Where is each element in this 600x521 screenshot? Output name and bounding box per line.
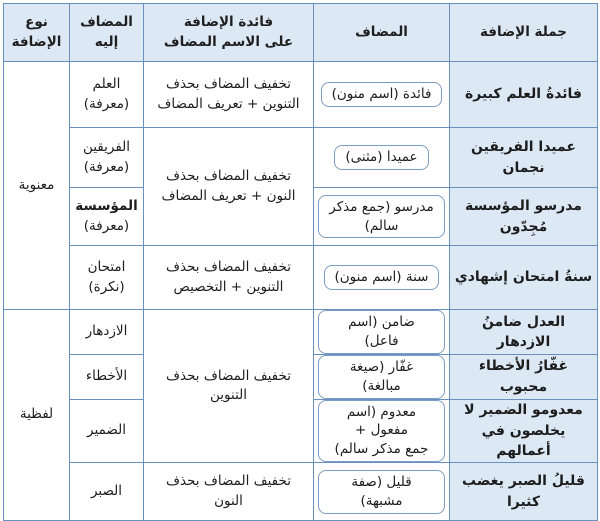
mudaf-pill: فائدة (اسم منون) xyxy=(321,82,443,107)
table-row xyxy=(4,463,598,521)
mudaf-ilayh-cell: الضمير xyxy=(70,399,144,463)
mudaf-ilayh-cell: امتحان (نكرة) xyxy=(70,246,144,310)
sentence-cell: سنةُ امتحان إشهادي xyxy=(450,246,598,310)
header-benefit: فائدة الإضافة على الاسم المضاف xyxy=(144,4,314,62)
table-row xyxy=(4,62,598,128)
type-cell: معنوية xyxy=(4,62,70,310)
sentence-cell: غفّارُ الأخطاء محبوب xyxy=(450,354,598,399)
header-mudaf-ilayh: المضاف إليه xyxy=(70,4,144,62)
mudaf-cell xyxy=(314,354,450,399)
sentence-cell: فائدةُ العلم كبيرة xyxy=(450,62,598,128)
mudaf-pill: عميدا (مثنى) xyxy=(334,145,428,170)
table-row xyxy=(4,128,598,188)
benefit-cell: تخفيف المضاف بحذف التنوين xyxy=(144,310,314,463)
mudaf-pill: ضامن (اسم فاعل) xyxy=(318,310,445,354)
mudaf-ilayh-cell: الازدهار xyxy=(70,310,144,355)
mudaf-cell xyxy=(314,463,450,521)
mudaf-cell xyxy=(314,128,450,188)
header-type: نوع الإضافة xyxy=(4,4,70,62)
mudaf-pill: سنة (اسم منون) xyxy=(324,265,440,290)
mudaf-ilayh-cell: العلم (معرفة) xyxy=(70,62,144,128)
mudaf-cell xyxy=(314,62,450,128)
sentence-cell: عميدا الفريقين نجمان xyxy=(450,128,598,188)
mudaf-cell xyxy=(314,188,450,246)
mudaf-ilayh-cell: الفريقين (معرفة) xyxy=(70,128,144,188)
sentence-cell: قليلُ الصبر يغضب كثيرا xyxy=(450,463,598,521)
idafa-table xyxy=(3,3,598,521)
header-sentence: جملة الإضافة xyxy=(450,4,598,62)
mudaf-cell xyxy=(314,399,450,463)
mudaf-cell xyxy=(314,310,450,355)
mudaf-pill: مدرسو (جمع مذكر سالم) xyxy=(318,195,445,239)
mudaf-pill: قليل (صفة مشبهة) xyxy=(318,470,445,514)
table-row xyxy=(4,310,598,355)
sentence-cell: مدرسو المؤسسة مُجِدّون xyxy=(450,188,598,246)
mudaf-pill: غفّار (صيغة مبالغة) xyxy=(318,355,445,399)
mudaf-ilayh-cell: الصبر xyxy=(70,463,144,521)
sentence-cell: العدل ضامنُ الازدهار xyxy=(450,310,598,355)
benefit-cell: تخفيف المضاف بحذف التنوين + تعريف المضاف xyxy=(144,62,314,128)
header-mudaf: المضاف xyxy=(314,4,450,62)
mudaf-ilayh-cell: الأخطاء xyxy=(70,354,144,399)
type-cell: لفظية xyxy=(4,310,70,521)
benefit-cell: تخفيف المضاف بحذف النون + تعريف المضاف xyxy=(144,128,314,246)
mudaf-ilayh-cell: المؤسسة (معرفة) xyxy=(70,188,144,246)
mudaf-cell xyxy=(314,246,450,310)
header-row xyxy=(4,4,598,62)
benefit-cell: تخفيف المضاف بحذف التنوين + التخصيص xyxy=(144,246,314,310)
mudaf-pill: معدوم (اسم مفعول + جمع مذكر سالم) xyxy=(318,400,445,463)
benefit-cell: تخفيف المضاف بحذف النون xyxy=(144,463,314,521)
table-row xyxy=(4,246,598,310)
sentence-cell: معدومو الضمير لا يخلصون في أعمالهم xyxy=(450,399,598,463)
